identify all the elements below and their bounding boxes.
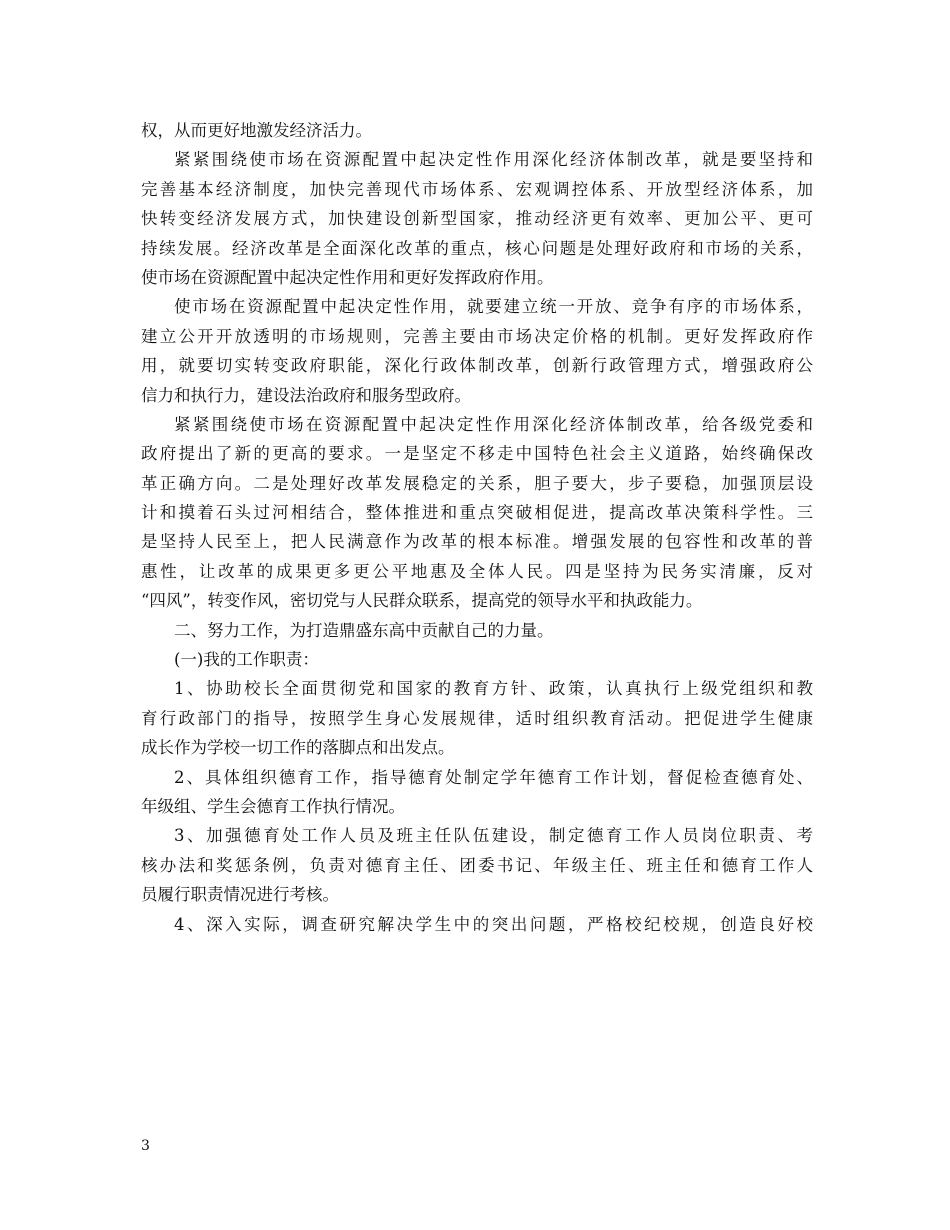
text-line: 惠性，让改革的成果更多更公平地惠及全体人民。四是坚持为民务实清廉，反对 bbox=[141, 561, 813, 581]
text-line: 政府提出了新的更高的要求。一是坚定不移走中国特色社会主义道路，始终确保改 bbox=[141, 444, 813, 464]
text-line: 用，就要切实转变政府职能，深化行政体制改革，创新行政管理方式，增强政府公 bbox=[141, 356, 813, 376]
text-line: 育行政部门的指导，按照学生身心发展规律，适时组织教育活动。把促进学生健康 bbox=[141, 708, 813, 728]
text-line: 4、深入实际，调查研究解决学生中的突出问题，严格校纪校规，创造良好校 bbox=[174, 914, 813, 934]
text-line: 信力和执行力，建设法治政府和服务型政府。 bbox=[141, 385, 471, 405]
text-line: 2、具体组织德育工作，指导德育处制定学年德育工作计划，督促检查德育处、 bbox=[174, 767, 813, 787]
text-line: “四风”，转变作风，密切党与人民群众联系，提高党的领导水平和执政能力。 bbox=[141, 591, 703, 611]
text-line: 建立公开开放透明的市场规则，完善主要由市场决定价格的机制。更好发挥政府作 bbox=[141, 326, 813, 346]
text-line: (一)我的工作职责： bbox=[174, 650, 319, 670]
text-line: 紧紧围绕使市场在资源配置中起决定性作用深化经济体制改革，给各级党委和 bbox=[174, 414, 813, 434]
text-line: 成长作为学校一切工作的落脚点和出发点。 bbox=[141, 738, 455, 758]
text-line: 1、协助校长全面贯彻党和国家的教育方针、政策，认真执行上级党组织和教 bbox=[174, 679, 813, 699]
text-line: 员履行职责情况进行考核。 bbox=[141, 885, 339, 905]
text-line: 计和摸着石头过河相结合，整体推进和重点突破相促进，提高改革决策科学性。三 bbox=[141, 503, 813, 523]
body-text bbox=[141, 116, 813, 939]
text-line: 是坚持人民至上，把人民满意作为改革的根本标准。增强发展的包容性和改革的普 bbox=[141, 532, 813, 552]
text-line: 核办法和奖惩条例，负责对德育主任、团委书记、年级主任、班主任和德育工作人 bbox=[141, 855, 813, 875]
text-line: 年级组、学生会德育工作执行情况。 bbox=[141, 796, 405, 816]
text-line: 完善基本经济制度，加快完善现代市场体系、宏观调控体系、开放型经济体系，加 bbox=[141, 179, 813, 199]
text-line: 快转变经济发展方式，加快建设创新型国家，推动经济更有效率、更加公平、更可 bbox=[141, 209, 813, 229]
text-line: 二、努力工作，为打造鼎盛东高中贡献自己的力量。 bbox=[174, 620, 554, 640]
text-line: 革正确方向。二是处理好改革发展稳定的关系，胆子要大，步子要稳，加强顶层设 bbox=[141, 473, 813, 493]
page-number: 3 bbox=[141, 1138, 150, 1154]
text-line: 持续发展。经济改革是全面深化改革的重点，核心问题是处理好政府和市场的关系， bbox=[141, 238, 813, 258]
text-line: 权，从而更好地激发经济活力。 bbox=[141, 121, 372, 140]
text-line: 使市场在资源配置中起决定性作用和更好发挥政府作用。 bbox=[141, 267, 554, 287]
text-line: 3、加强德育处工作人员及班主任队伍建设，制定德育工作人员岗位职责、考 bbox=[174, 826, 813, 846]
text-line: 使市场在资源配置中起决定性作用，就要建立统一开放、竞争有序的市场体系， bbox=[174, 297, 813, 317]
text-line: 紧紧围绕使市场在资源配置中起决定性作用深化经济体制改革，就是要坚持和 bbox=[174, 150, 813, 170]
